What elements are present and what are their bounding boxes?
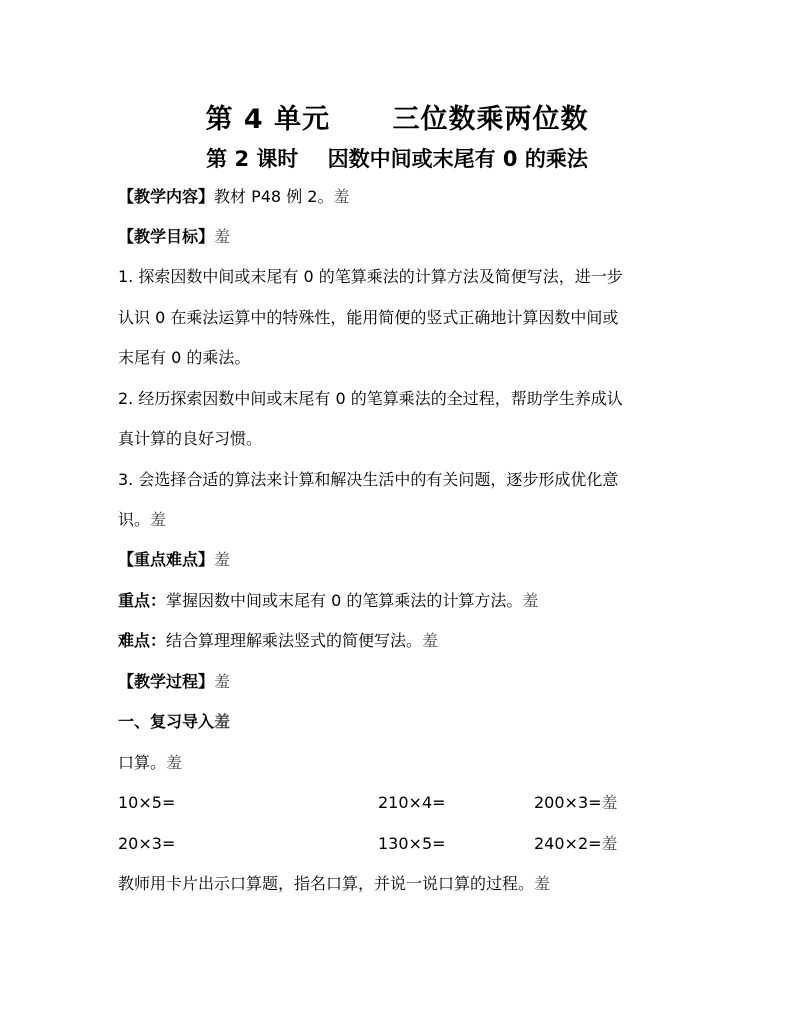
oral-text: 口算。 — [118, 753, 167, 772]
goal-2-line-2: 真计算的良好习惯。 — [118, 429, 263, 448]
paragraph-mark: 羞 — [214, 712, 231, 731]
oral-problem: 200×3= — [534, 793, 602, 812]
goal-3-line-1: 3. 会选择合适的算法来计算和解决生活中的有关问题，逐步形成优化意 — [118, 470, 619, 489]
difficult-point-label: 难点： — [118, 631, 167, 650]
paragraph-mark: 羞 — [333, 187, 350, 206]
goal-1-line-1: 1. 探索因数中间或末尾有 0 的笔算乘法的计算方法及简便写法，进一步 — [118, 267, 623, 286]
goals-heading-line — [118, 226, 230, 248]
section-1-heading-line — [118, 711, 230, 733]
paragraph-mark: 羞 — [214, 550, 231, 569]
paragraph-mark: 羞 — [601, 793, 618, 812]
paragraph-mark: 羞 — [214, 672, 231, 691]
oral-problem: 10×5= — [118, 793, 176, 812]
oral-row-1 — [118, 792, 618, 814]
difficult-point-line — [118, 630, 438, 652]
teaching-content-label: 【教学内容】 — [118, 187, 215, 206]
keypoints-heading: 【重点难点】 — [118, 550, 215, 569]
process-heading: 【教学过程】 — [118, 672, 215, 691]
goals-heading: 【教学目标】 — [118, 227, 215, 246]
process-heading-line — [118, 671, 230, 693]
key-point-line — [118, 590, 538, 612]
paragraph-mark: 羞 — [166, 753, 183, 772]
lesson-title: 第 2 课时 因数中间或末尾有 0 的乘法 — [206, 147, 588, 171]
goal-3-line-2 — [118, 509, 166, 531]
oral-line — [118, 752, 182, 774]
oral-problem: 20×3= — [118, 834, 176, 853]
paragraph-mark: 羞 — [150, 510, 167, 529]
oral-problem: 240×2= — [534, 834, 602, 853]
paragraph-mark: 羞 — [522, 591, 539, 610]
oral-problem-cell — [534, 792, 618, 814]
paragraph-mark: 羞 — [534, 874, 551, 893]
goal-2-line-1: 2. 经历探索因数中间或末尾有 0 的笔算乘法的全过程，帮助学生养成认 — [118, 389, 623, 408]
oral-row-2 — [118, 833, 618, 855]
paragraph-mark: 羞 — [214, 227, 231, 246]
teacher-instruction: 教师用卡片出示口算题，指名口算，并说一说口算的过程。 — [118, 874, 535, 893]
paragraph-mark: 羞 — [601, 834, 618, 853]
goal-1-line-2: 认识 0 在乘法运算中的特殊性，能用简便的竖式正确地计算因数中间或 — [118, 308, 619, 327]
key-point-text: 掌握因数中间或末尾有 0 的笔算乘法的计算方法。 — [166, 591, 523, 610]
goal-1-line-3: 末尾有 0 的乘法。 — [118, 348, 251, 367]
unit-title: 第 4 单元 三位数乘两位数 — [205, 104, 589, 135]
teaching-content-text: 教材 P48 例 2。 — [214, 187, 334, 206]
oral-problem-cell — [534, 833, 618, 855]
teacher-instruction-line — [118, 873, 550, 895]
section-1-heading: 一、复习导入 — [118, 712, 215, 731]
oral-problem: 130×5= — [378, 834, 446, 853]
keypoints-heading-line — [118, 549, 230, 571]
key-point-label: 重点： — [118, 591, 167, 610]
goal-3-text: 识。 — [118, 510, 151, 529]
difficult-point-text: 结合算理理解乘法竖式的简便写法。 — [166, 631, 423, 650]
oral-problem: 210×4= — [378, 793, 446, 812]
paragraph-mark: 羞 — [422, 631, 439, 650]
teaching-content-line — [118, 186, 349, 208]
